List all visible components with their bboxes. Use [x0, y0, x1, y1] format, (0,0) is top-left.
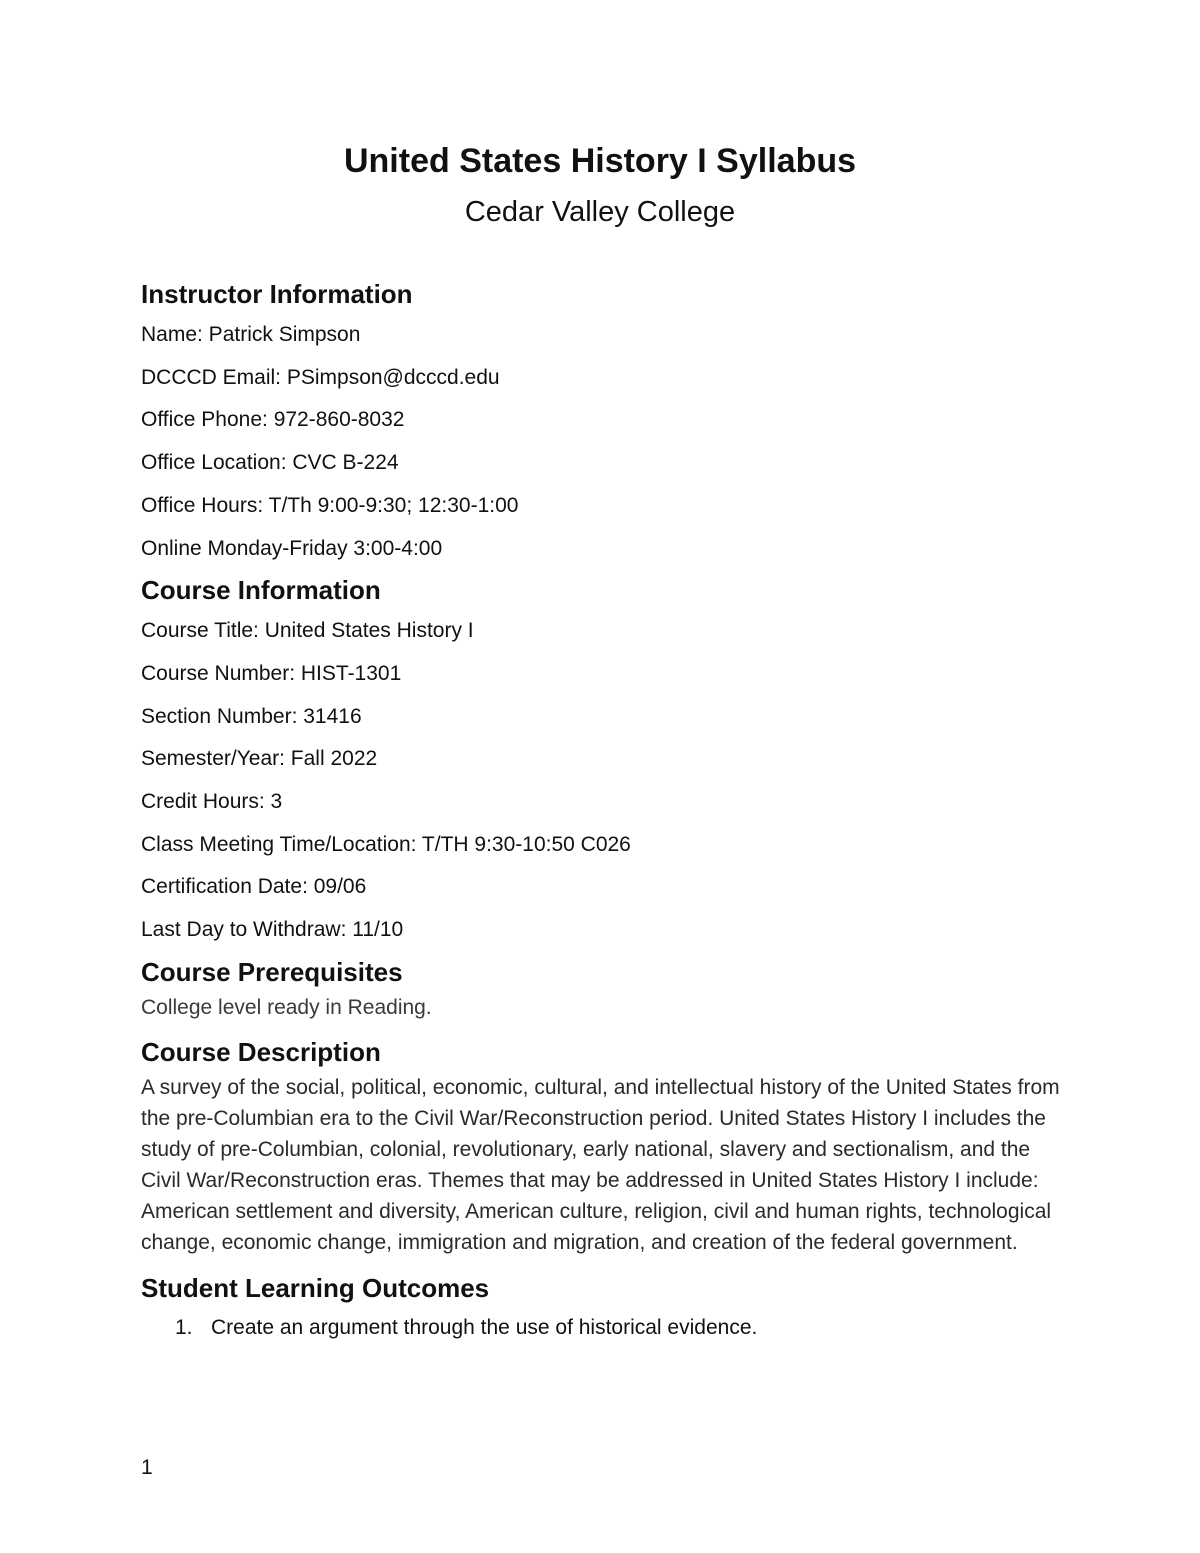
instructor-online-hours: Online Monday-Friday 3:00-4:00 [141, 536, 443, 560]
course-info-heading: Course Information [141, 575, 381, 606]
document-title: United States History I Syllabus [343, 142, 857, 180]
description-text: A survey of the social, political, economic, cultural, and intellectual history of the United States from the pre-Columbian era to the Civil War/Reconstruction period. United States History I includes the study of pre-Columbian, colonial, revolutionary, early national, slavery and sectionalism, and the Civil War/Reconstruction eras. Themes that may be addressed in United States History I include: American settlement and diversity, American culture, religion, civil and human rights, technological change, economic change, immigration and migration, and creation of the federal government. [141, 1075, 1060, 1254]
section-number: Section Number: 31416 [141, 704, 362, 728]
description-heading: Course Description [141, 1036, 381, 1067]
page-number: 1 [141, 1456, 153, 1479]
class-meeting: Class Meeting Time/Location: T/TH 9:30-10:50 C026 [141, 832, 631, 856]
withdraw-date: Last Day to Withdraw: 11/10 [141, 918, 404, 942]
outcomes-list [141, 1308, 1071, 1348]
list-item [141, 1308, 1071, 1348]
course-number: Course Number: HIST-1301 [141, 661, 402, 685]
prerequisites-text: College level ready in Reading. [141, 995, 432, 1019]
outcome-text: Create an argument through the use of historical evidence. [211, 1315, 758, 1339]
instructor-name: Name: Patrick Simpson [141, 323, 361, 346]
instructor-email: DCCCD Email: PSimpson@dcccd.edu [141, 365, 500, 389]
credit-hours: Credit Hours: 3 [141, 790, 283, 814]
semester-year: Semester/Year: Fall 2022 [141, 747, 378, 771]
course-info-list [141, 610, 1071, 952]
instructor-office-location: Office Location: CVC B-224 [141, 451, 399, 475]
outcomes-heading: Student Learning Outcomes [141, 1272, 490, 1303]
certification-date: Certification Date: 09/06 [141, 875, 367, 899]
instructor-info-list [141, 314, 1071, 570]
document-subtitle: Cedar Valley College [464, 196, 736, 228]
instructor-phone: Office Phone: 972-860-8032 [141, 408, 405, 432]
outcome-number: 1. [175, 1315, 193, 1339]
syllabus-content [141, 274, 1071, 1348]
prerequisites-heading: Course Prerequisites [141, 956, 403, 987]
instructor-heading: Instructor Information [141, 279, 413, 309]
instructor-office-hours: Office Hours: T/Th 9:00-9:30; 12:30-1:00 [141, 493, 519, 517]
course-title: Course Title: United States History I [141, 619, 474, 643]
